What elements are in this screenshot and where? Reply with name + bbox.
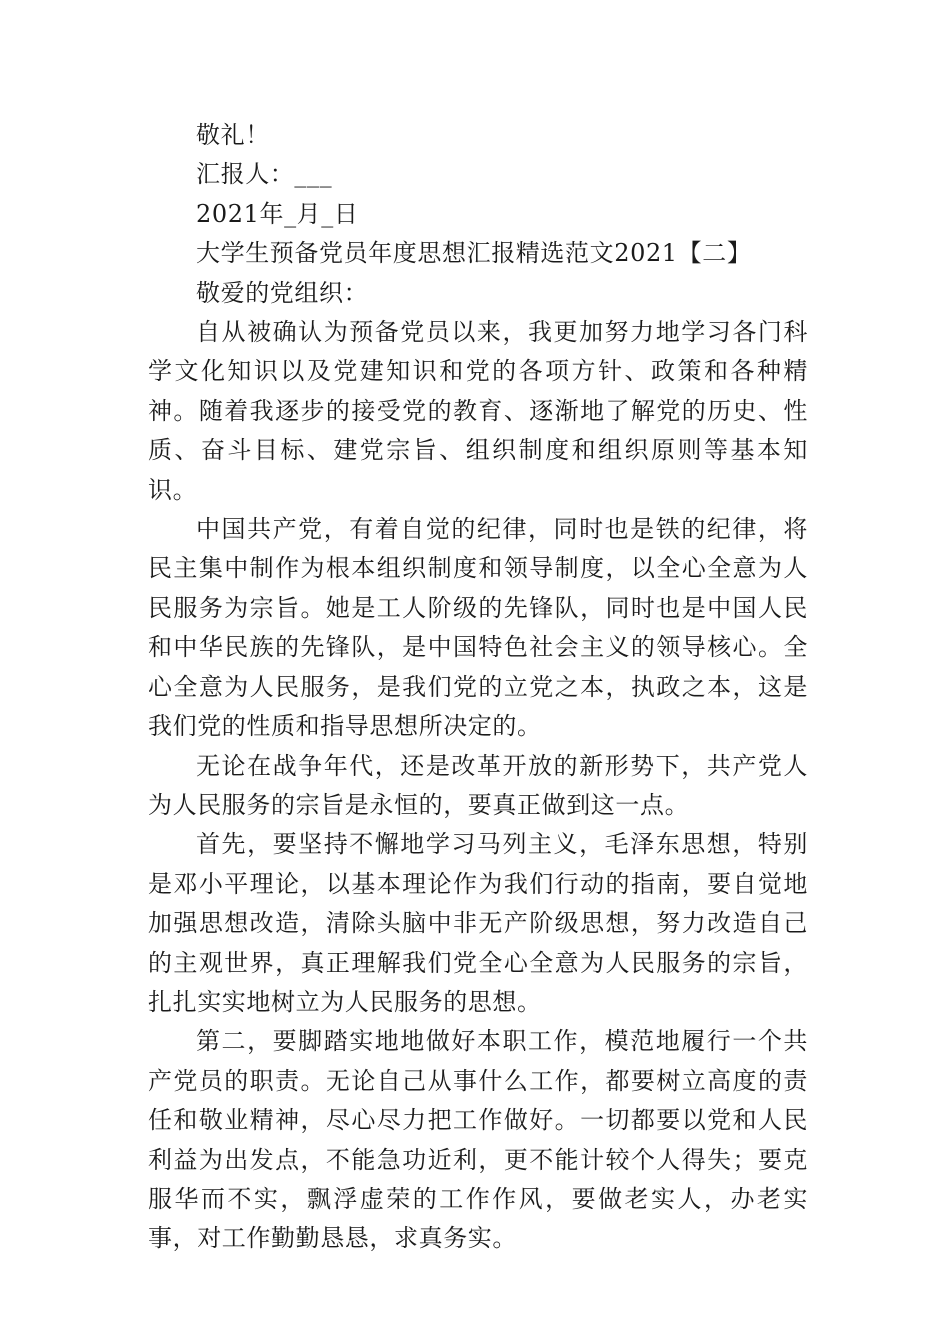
paragraph: 第二，要脚踏实地地做好本职工作，模范地履行一个共产党员的职责。无论自己从事什么工作，都要树立高度的责任和敬业精神，尽心尽力把工作做好。一切都要以党和人民利益为出发点，不能急功近利，更不能计较个人得失；要克服华而不实，飘浮虚荣的工作作风，要做老实人，办老实事，对工作勤勤恳恳，求真务实。 (148, 1027, 808, 1253)
section-title: 大学生预备党员年度思想汇报精选范文2021【二】 (196, 239, 752, 268)
reporter-signature: 汇报人：___ (196, 160, 333, 189)
closing-salute: 敬礼！ (196, 121, 270, 149)
document-body (148, 116, 808, 1259)
paragraph: 首先，要坚持不懈地学习马列主义，毛泽东思想，特别是邓小平理论，以基本理论作为我们行动的指南，要自觉地加强思想改造，清除头脑中非无产阶级思想，努力改造自己的主观世界，真正理解我们党全心全意为人民服务的宗旨，扎扎实实地树立为人民服务的思想。 (148, 830, 808, 1016)
paragraph: 自从被确认为预备党员以来，我更加努力地学习各门科学文化知识以及党建知识和党的各项方针、政策和各种精神。随着我逐步的接受党的教育、逐渐地了解党的历史、性质、奋斗目标、建党宗旨、组织制度和组织原则等基本知识。 (148, 318, 808, 504)
paragraph: 中国共产党，有着自觉的纪律，同时也是铁的纪律，将民主集中制作为根本组织制度和领导制度，以全心全意为人民服务为宗旨。她是工人阶级的先锋队，同时也是中国人民和中华民族的先锋队，是中国特色社会主义的领导核心。全心全意为人民服务，是我们党的立党之本，执政之本，这是我们党的性质和指导思想所决定的。 (148, 515, 808, 741)
paragraph: 无论在战争年代，还是改革开放的新形势下，共产党人为人民服务的宗旨是永恒的，要真正做到这一点。 (148, 751, 808, 819)
report-date: 2021年_月_日 (196, 199, 359, 228)
salutation: 敬爱的党组织： (196, 278, 369, 307)
